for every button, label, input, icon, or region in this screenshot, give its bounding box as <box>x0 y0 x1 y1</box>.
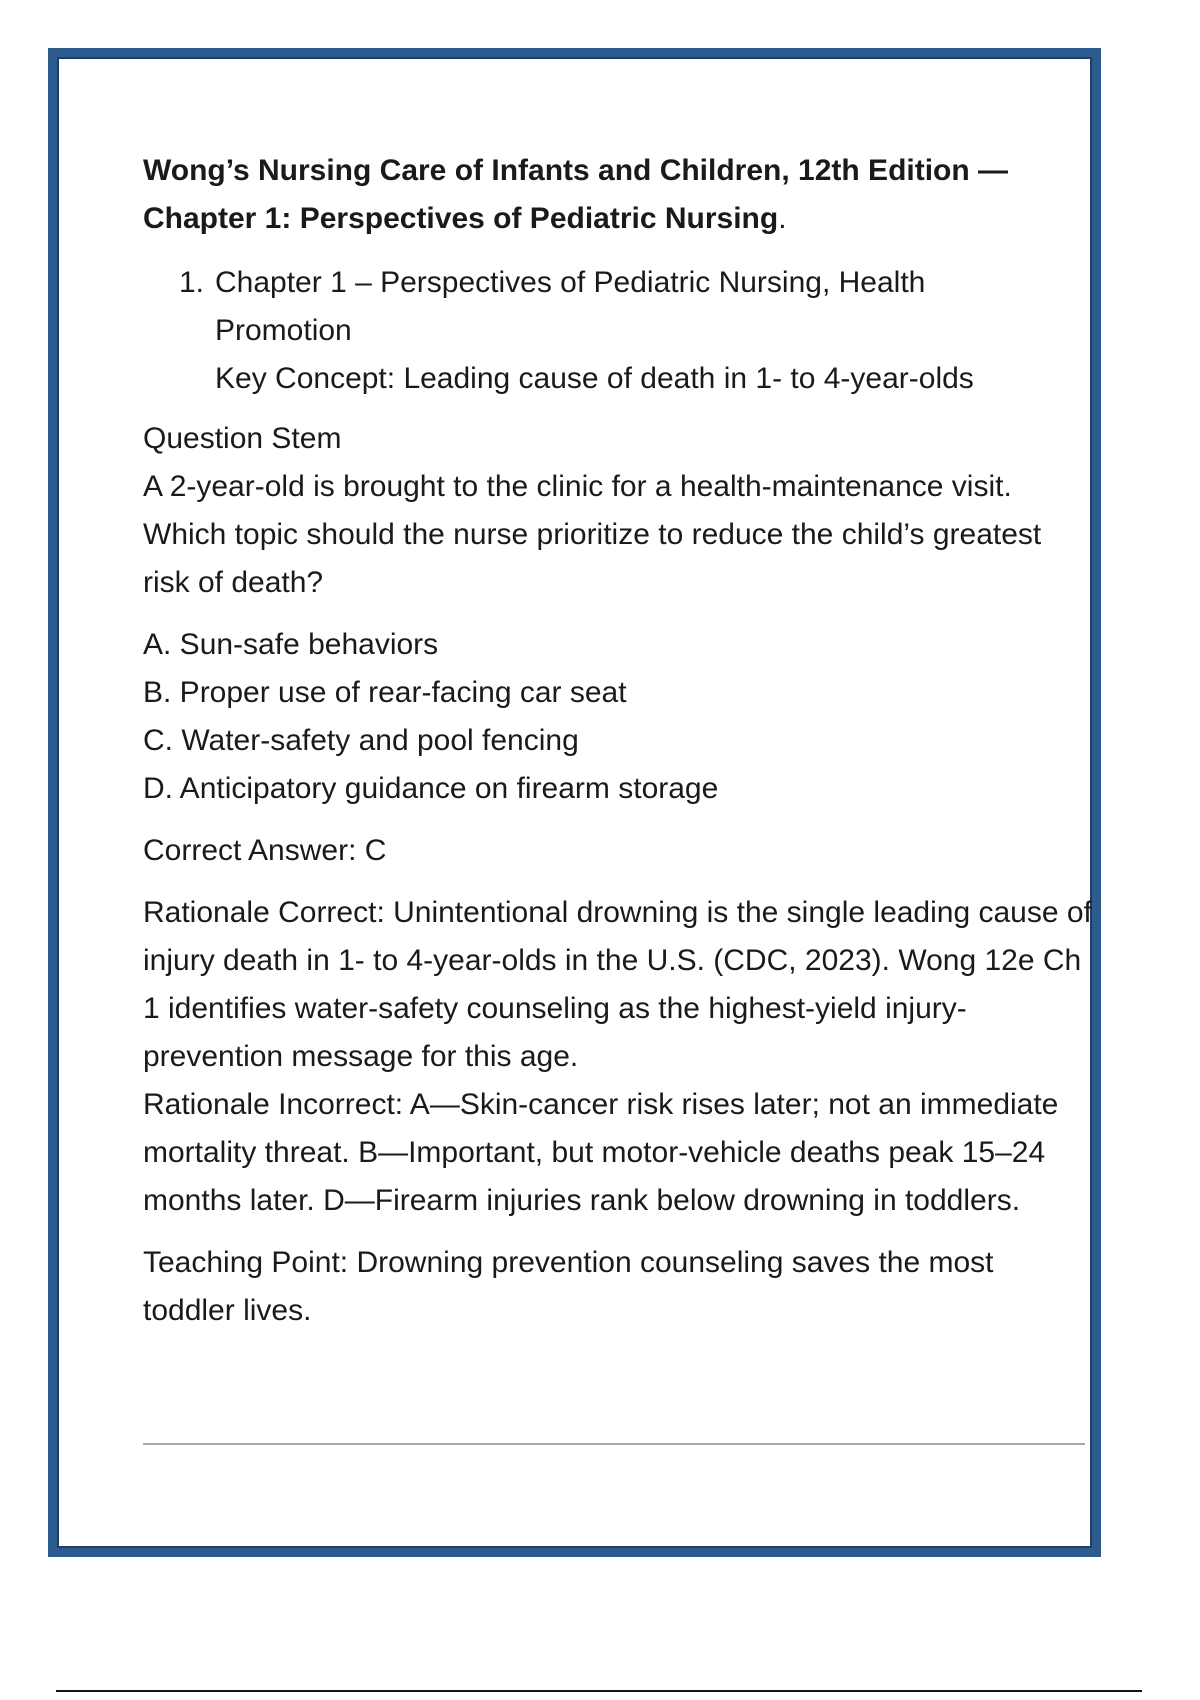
option-a: A. Sun-safe behaviors <box>143 628 439 661</box>
chapter-list-item <box>179 259 1093 403</box>
teaching-point: Teaching Point: Drowning prevention counseling saves the most toddler lives. <box>143 1246 994 1327</box>
rationale-incorrect: Rationale Incorrect: A—Skin-cancer risk rises later; not an immediate mortality threat. B—Important, but motor-vehicle deaths peak 15–24 months later. D—Firearm injuries rank below drowning in toddlers. <box>143 1088 1059 1217</box>
question-text: A 2-year-old is brought to the clinic for a health-maintenance visit. Which topic should the nurse prioritize to reduce the child’s greatest risk of death? <box>143 470 1042 599</box>
page-footer-rule <box>56 1690 1142 1692</box>
correct-answer: Correct Answer: C <box>143 834 387 867</box>
question-card <box>143 147 1093 1349</box>
rationale <box>143 889 1093 1225</box>
document-heading <box>143 147 1093 243</box>
heading-period: . <box>778 202 787 235</box>
chapter-line-2: Promotion <box>215 314 352 347</box>
option-c: C. Water-safety and pool fencing <box>143 724 579 757</box>
key-concept: Key Concept: Leading cause of death in 1- to 4-year-olds <box>215 362 974 395</box>
option-b: B. Proper use of rear-facing car seat <box>143 676 627 709</box>
page-frame <box>48 48 1101 1557</box>
rationale-correct: Rationale Correct: Unintentional drowning is the single leading cause of injury death in 1- to 4-year-olds in the U.S. (CDC, 2023). Wong 12e Ch 1 identifies water-safety counseling as the highest-yield injury-prevention message for this age. <box>143 896 1092 1073</box>
heading-line-1: Wong’s Nursing Care of Infants and Children, 12th Edition — <box>143 154 1009 187</box>
section-divider <box>143 1443 1085 1445</box>
option-d: D. Anticipatory guidance on firearm storage <box>143 772 719 805</box>
question-label: Question Stem <box>143 422 342 455</box>
answer-options <box>143 621 1093 813</box>
heading-line-2: Chapter 1: Perspectives of Pediatric Nursing <box>143 202 779 235</box>
chapter-line-1: Chapter 1 – Perspectives of Pediatric Nursing, Health <box>215 266 926 299</box>
list-number: 1. <box>179 266 205 299</box>
question-stem <box>143 415 1093 607</box>
